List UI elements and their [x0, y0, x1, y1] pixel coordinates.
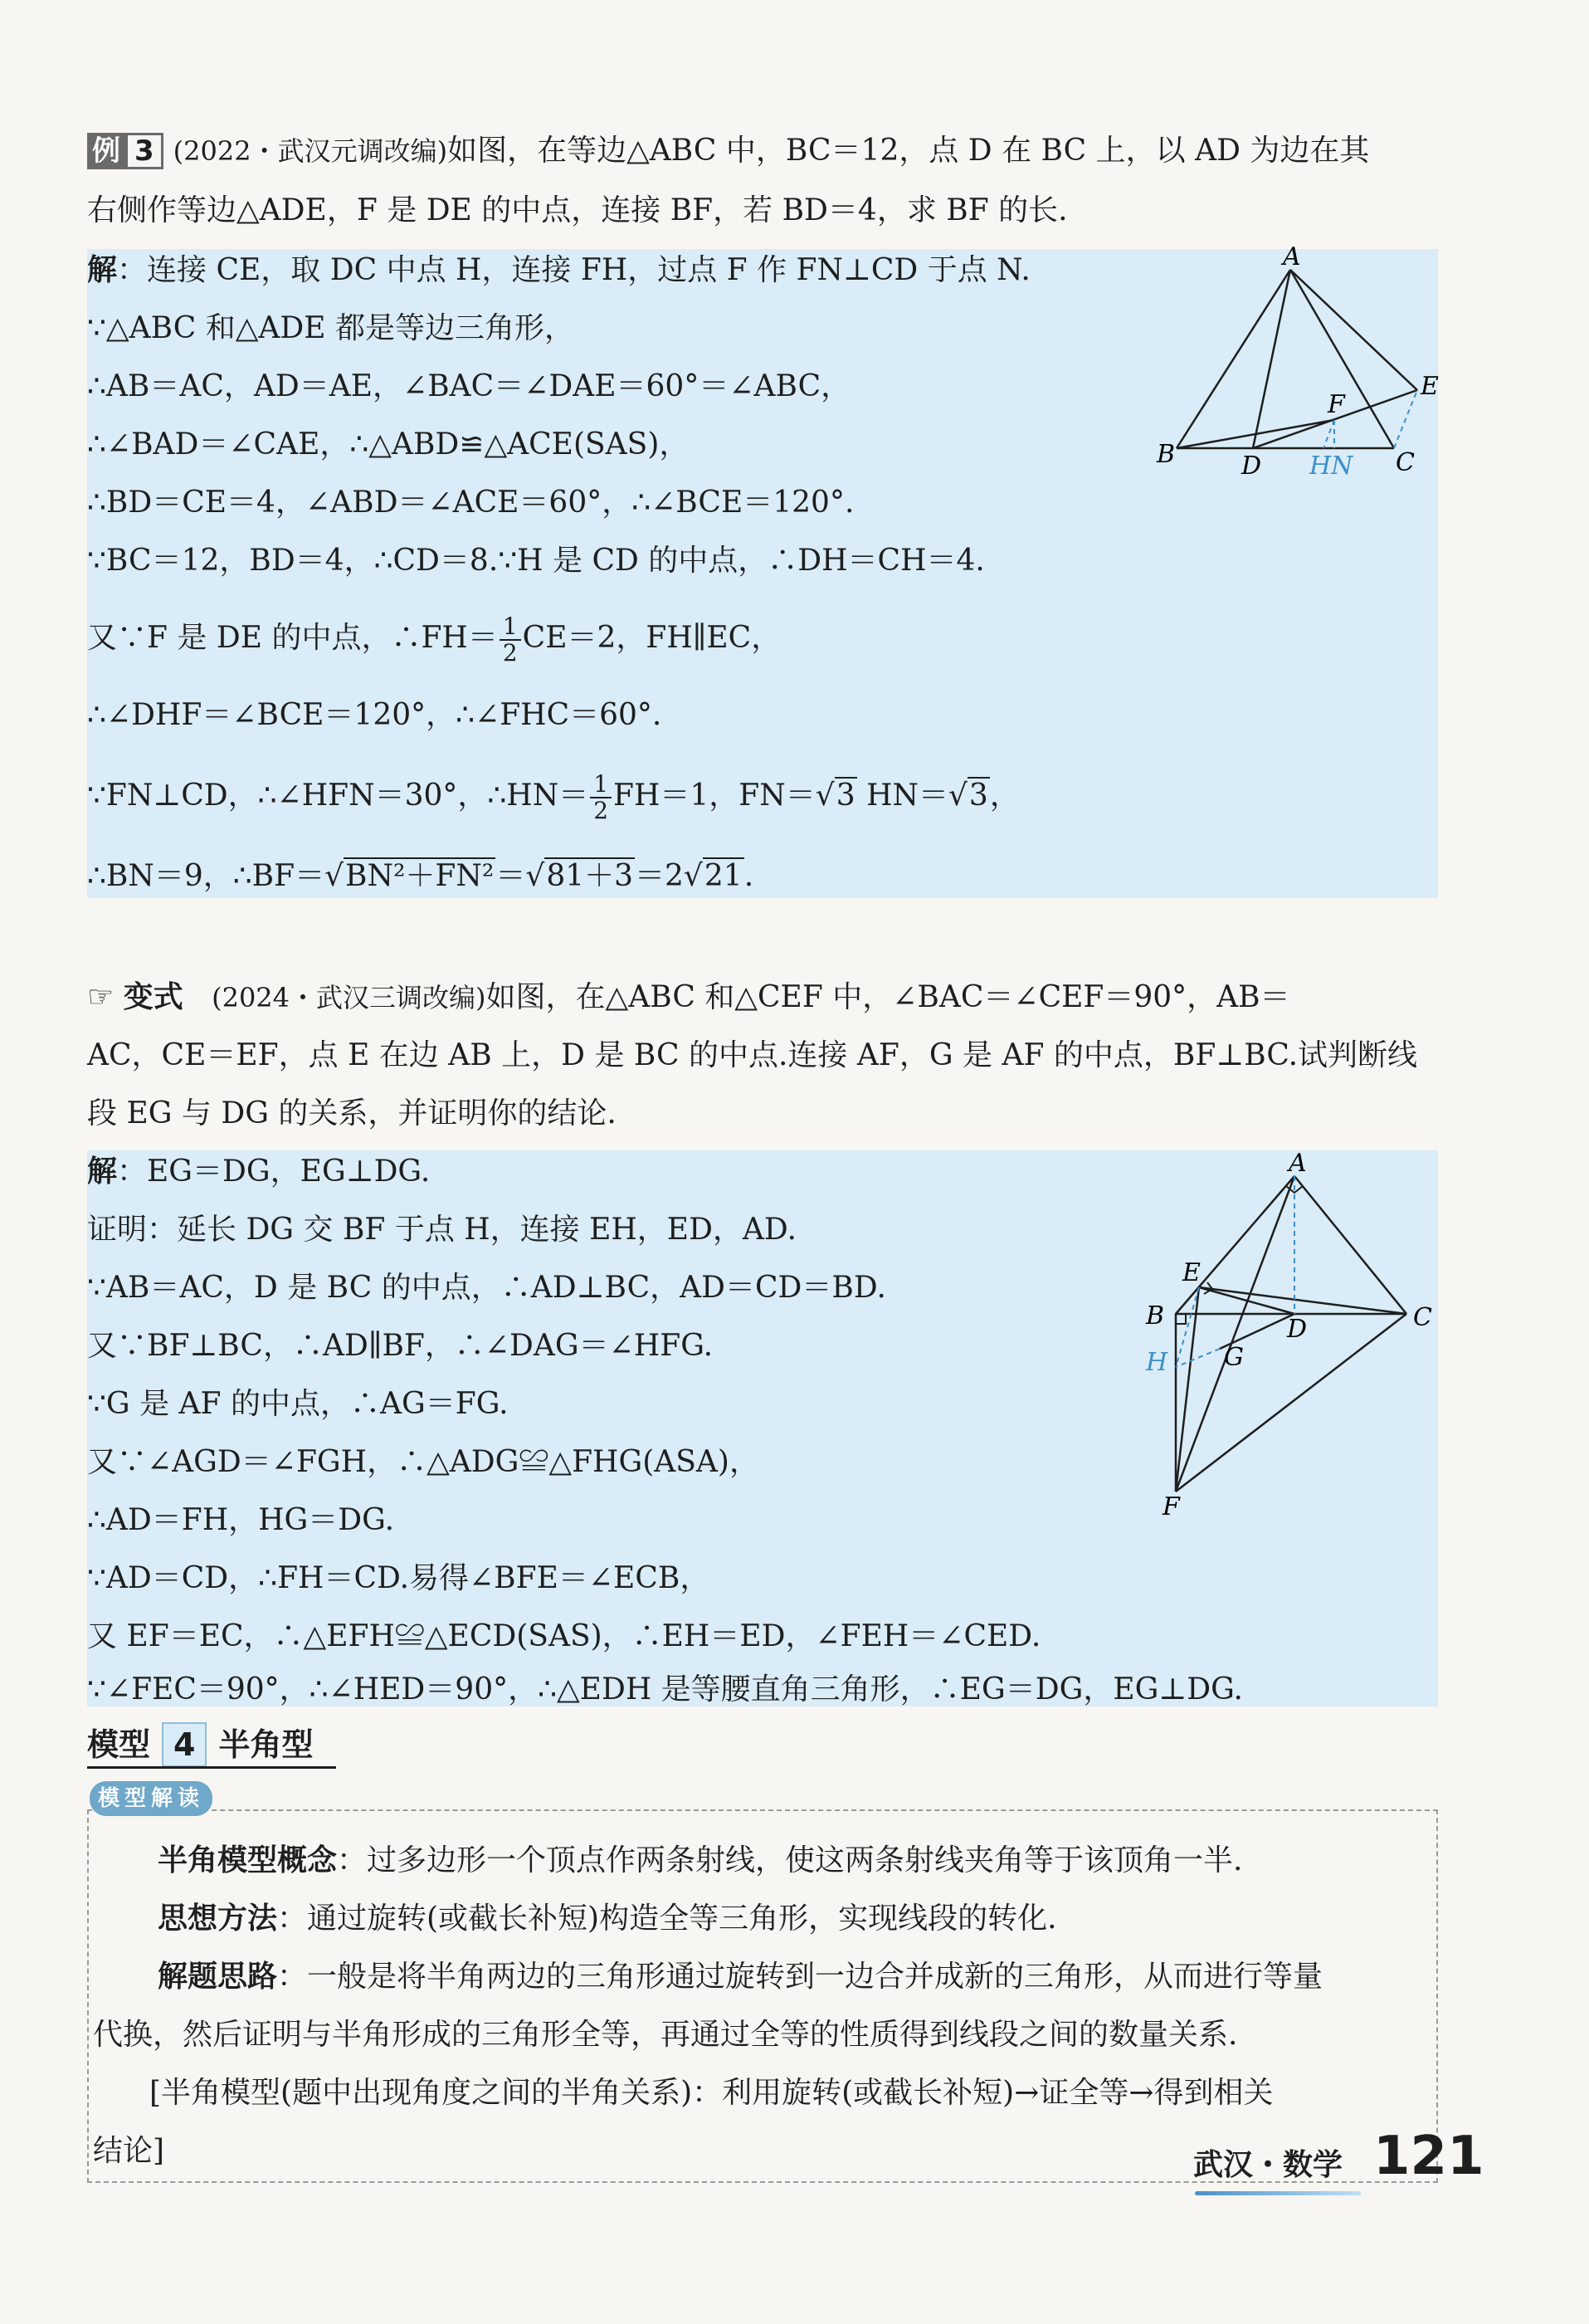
- sol-label: 解: [87, 1155, 118, 1189]
- pointing-hand-icon: ☞: [87, 980, 115, 1014]
- point-label-B: B: [1157, 440, 1176, 469]
- model-summary-line-1: [半角模型(题中出现角度之间的半角关系)：利用旋转(或截长补短)→证全等→得到相关: [149, 2076, 1274, 2110]
- point-label-A: A: [1283, 245, 1301, 271]
- footer-accent-bar: [1195, 2191, 1361, 2195]
- point-label-C: C: [1396, 448, 1415, 477]
- fraction-half: [500, 614, 521, 666]
- model-method-line: [158, 1899, 1057, 1939]
- sqrt-radicand: 3: [836, 779, 855, 813]
- segment-AB: [1177, 270, 1290, 448]
- point-label-E: E: [1421, 372, 1439, 401]
- ex3-sol-text-9d: HN＝√: [856, 779, 968, 813]
- ex3-problem-line-2: 右侧作等边△ADE，F 是 DE 的中点，连接 BF，若 BD＝4，求 BF 的长.: [87, 193, 1068, 227]
- idea-label: 解题思路: [158, 1960, 278, 1994]
- footer-subject: 武汉・数学: [1193, 2148, 1343, 2182]
- variant-sol-line-10: ∵∠FEC＝90°，∴∠HED＝90°，∴△EDH 是等腰直角三角形，∴EG＝DG，EG⊥DG.: [87, 1672, 1243, 1706]
- sqrt-radicand: BN²＋FN²: [345, 859, 495, 893]
- variant-sol-line-1: [87, 1152, 430, 1192]
- point-label-H: H: [1146, 1348, 1168, 1377]
- ex3-sol-line-9: [87, 772, 1020, 823]
- ex3-sol-text-7b: CE＝2，FH∥EC，: [522, 621, 782, 655]
- model-prefix: 模型: [87, 1726, 151, 1763]
- model-number: 4: [162, 1722, 207, 1767]
- ex3-sol-line-5: ∴BD＝CE＝4，∠ABD＝∠ACE＝60°，∴∠BCE＝120°.: [87, 486, 855, 520]
- fraction-numerator: 1: [500, 614, 521, 641]
- point-label-F: F: [1328, 390, 1345, 419]
- model-idea-line-1: [158, 1957, 1323, 1997]
- ex3-geometry-figure: [1153, 245, 1444, 486]
- concept-label: 半角模型概念: [158, 1843, 338, 1877]
- fraction-half: [590, 772, 612, 823]
- ex3-sol-line-10: [87, 857, 753, 896]
- ex3-sol-text-9f: ，: [989, 779, 1020, 813]
- variant-problem-line-2: AC，CE＝EF，点 E 在边 AB 上，D 是 BC 的中点.连接 AF，G 是 AF 的中点，BF⊥BC.试判断线: [87, 1038, 1418, 1072]
- variant-sol-line-6: 又∵∠AGD＝∠FGH，∴△ADG≌△FHG(ASA)，: [87, 1445, 759, 1479]
- fraction-numerator: 1: [590, 772, 612, 798]
- ex3-sol-line-2: ∵△ABC 和△ADE 都是等边三角形，: [87, 311, 574, 345]
- variant-problem-text-1: 如图，在△ABC 和△CEF 中，∠BAC＝∠CEF＝90°，AB＝: [485, 980, 1290, 1014]
- variant-sol-line-2: 证明：延长 DG 交 BF 于点 H，连接 EH，ED，AD.: [87, 1213, 797, 1247]
- ex3-sol-line-6: ∵BC＝12，BD＝4，∴CD＝8.∵H 是 CD 的中点，∴DH＝CH＝4.: [87, 544, 985, 578]
- segment-BF: [1177, 420, 1334, 448]
- variant-sol-line-3: ∵AB＝AC，D 是 BC 的中点，∴AD⊥BC，AD＝CD＝BD.: [87, 1271, 886, 1305]
- ex3-sol-line-3: ∴AB＝AC，AD＝AE，∠BAC＝∠DAE＝60°＝∠ABC，: [87, 369, 851, 403]
- ex3-sol-text-10c: ＝√: [495, 859, 545, 893]
- variant-label: 变式: [123, 980, 183, 1014]
- point-label-E: E: [1182, 1258, 1201, 1287]
- ex3-problem-line-1: [87, 131, 1369, 171]
- segment-FH-aux: [1323, 420, 1334, 448]
- point-label-HN: HN: [1309, 452, 1353, 481]
- variant-problem-line-3: 段 EG 与 DG 的关系，并证明你的结论.: [87, 1096, 617, 1130]
- method-label: 思想方法: [158, 1902, 278, 1936]
- model-concept-line: [158, 1841, 1242, 1881]
- variant-sol-line-9: 又 EF＝EC，∴△EFH≌△ECD(SAS)，∴EH＝ED，∠FEH＝∠CED.: [87, 1619, 1041, 1653]
- page-number: 121: [1373, 2126, 1484, 2187]
- example-tag: 例: [87, 133, 125, 169]
- model-heading: [87, 1722, 313, 1767]
- example-number: 3: [125, 133, 163, 169]
- model-explain-badge: 模型解读: [90, 1781, 212, 1816]
- ex3-sol-line-8: ∴∠DHF＝∠BCE＝120°，∴∠FHC＝60°.: [87, 698, 662, 732]
- ex3-sol-line-4: ∴∠BAD＝∠CAE，∴△ABD≌△ACE(SAS)，: [87, 427, 690, 461]
- sqrt-radicand: 21: [704, 859, 743, 893]
- method-text: ：通过旋转(或截长补短)构造全等三角形，实现线段的转化.: [277, 1902, 1057, 1936]
- model-idea-line-2: 代换，然后证明与半角形成的三角形全等，再通过全等的性质得到线段之间的数量关系.: [93, 2018, 1238, 2052]
- variant-sol-text-1: ：EG＝DG，EG⊥DG.: [117, 1155, 431, 1189]
- ex3-sol-text-9b: FH＝1，FN＝√: [613, 779, 835, 813]
- point-label-B: B: [1146, 1301, 1165, 1330]
- variant-problem-line-1: [87, 978, 1290, 1018]
- concept-text: ：过多边形一个顶点作两条射线，使这两条射线夹角等于该顶角一半.: [337, 1843, 1243, 1877]
- point-label-D: D: [1241, 452, 1262, 481]
- segment-EC: [1199, 1287, 1406, 1314]
- right-angle-mark-B: [1176, 1314, 1186, 1324]
- model-title: 半角型: [218, 1726, 314, 1763]
- ex3-sol-text-10a: ∴BN＝9，∴BF＝√: [87, 859, 344, 893]
- ex3-sol-text-9a: ∵FN⊥CD，∴∠HFN＝30°，∴HN＝: [87, 779, 589, 813]
- ex3-problem-text-1: 如图，在等边△ABC 中，BC＝12，点 D 在 BC 上，以 AD 为边在其: [447, 134, 1370, 168]
- point-label-F: F: [1163, 1492, 1180, 1521]
- ex3-sol-text-10e: ＝2√: [635, 859, 703, 893]
- point-label-A: A: [1289, 1150, 1307, 1178]
- ex3-sol-text-1: ：连接 CE，取 DC 中点 H，连接 FH，过点 F 作 FN⊥CD 于点 N.: [117, 253, 1031, 287]
- variant-sol-line-5: ∵G 是 AF 的中点，∴AG＝FG.: [87, 1387, 509, 1421]
- ex3-sol-line-7: [87, 614, 781, 666]
- segment-CE-aux: [1394, 390, 1417, 448]
- segment-ED: [1199, 1287, 1294, 1314]
- model-summary-line-2: 结论]: [93, 2134, 165, 2168]
- segment-AD: [1253, 270, 1290, 448]
- point-label-C: C: [1413, 1303, 1432, 1332]
- variant-sol-line-8: ∵AD＝CD，∴FH＝CD.易得∠BFE＝∠ECB，: [87, 1561, 710, 1595]
- segment-GH-aux: [1176, 1349, 1220, 1367]
- variant-source: (2024・武汉三调改编): [212, 982, 486, 1013]
- sqrt-radicand: 3: [968, 779, 988, 813]
- fraction-denominator: 2: [502, 639, 518, 666]
- point-label-D: D: [1287, 1315, 1308, 1344]
- fraction-denominator: 2: [593, 797, 609, 824]
- ex3-source: (2022・武汉元调改编): [173, 135, 448, 167]
- segment-AC: [1294, 1176, 1406, 1314]
- segment-AB: [1176, 1176, 1294, 1314]
- point-label-G: G: [1224, 1343, 1244, 1372]
- variant-geometry-figure: [1133, 1150, 1440, 1523]
- ex3-sol-line-1: [87, 251, 1031, 290]
- variant-sol-line-4: 又∵BF⊥BC，∴AD∥BF，∴∠DAG＝∠HFG.: [87, 1329, 714, 1363]
- segment-AE: [1290, 270, 1417, 390]
- variant-sol-line-7: ∴AD＝FH，HG＝DG.: [87, 1503, 395, 1537]
- ex3-sol-text-7a: 又∵F 是 DE 的中点，∴FH＝: [87, 621, 498, 655]
- model-heading-rule: [87, 1766, 336, 1769]
- ex3-sol-text-10g: .: [743, 859, 754, 893]
- segment-AC: [1290, 270, 1394, 448]
- sqrt-radicand: 81＋3: [546, 859, 634, 893]
- idea-text-1: ：一般是将半角两边的三角形通过旋转到一边合并成新的三角形，从而进行等量: [277, 1960, 1323, 1994]
- sol-label: 解: [87, 253, 118, 287]
